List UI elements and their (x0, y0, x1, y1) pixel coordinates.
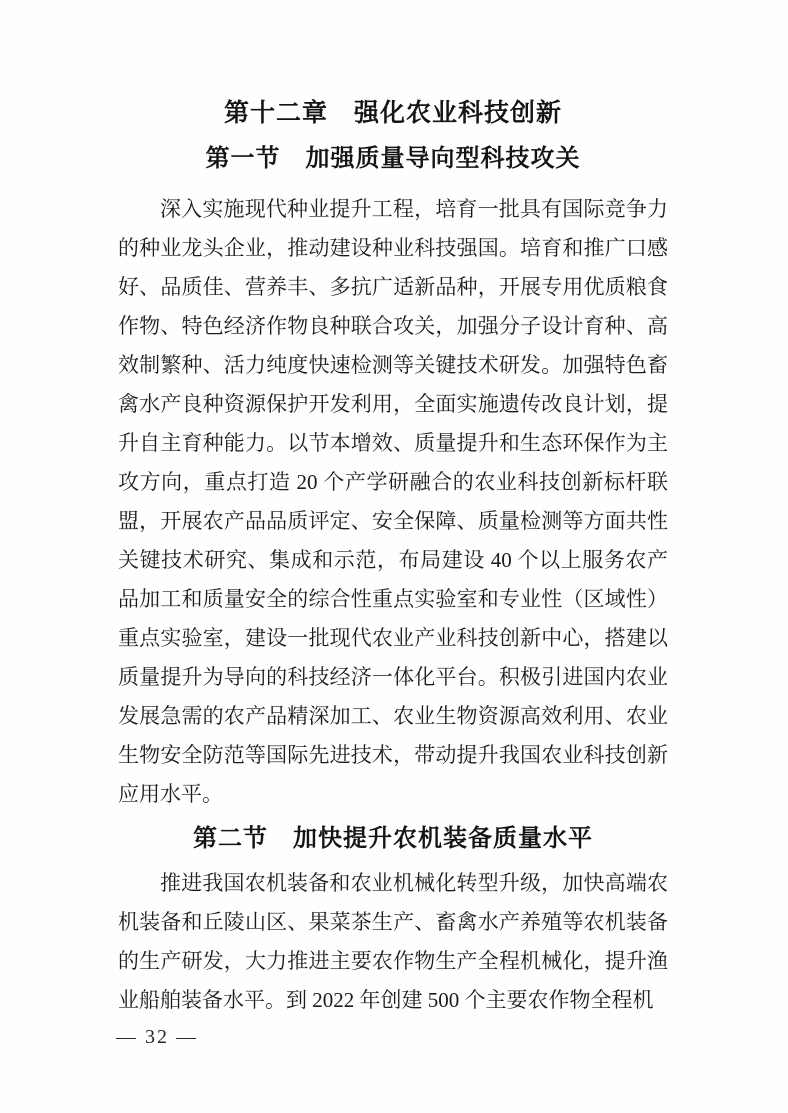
page-number: — 32 — (116, 1026, 198, 1048)
section-2-title: 第二节 加快提升农机装备质量水平 (193, 826, 593, 852)
section-1-paragraph: 深入实施现代种业提升工程，培育一批具有国际竞争力的种业龙头企业，推动建设种业科技强国。培育和推广口感好、品质佳、营养丰、多抗广适新品种，开展专用优质粮食作物、特色经济作物良种联合攻关，加强分子设计育种、高效制繁种、活力纯度快速检测等关键技术研发。加强特色畜禽水产良种资源保护开发利用，全面实施遗传改良计划，提升自主育种能力。以节本增效、质量提升和生态环保作为主攻方向，重点打造 20 个产学研融合的农业科技创新标杆联盟，开展农产品品质评定、安全保障、质量检测等方面共性关键技术研究、集成和示范，布局建设 40 个以上服务农产品加工和质量安全的综合性重点实验室和专业性（区域性）重点实验室，建设一批现代农业产业科技创新中心，搭建以质量提升为导向的科技经济一体化平台。积极引进国内农业发展急需的农产品精深加工、农业生物资源高效利用、农业生物安全防范等国际先进技术，带动提升我国农业科技创新应用水平。 (118, 197, 668, 806)
section-1-title: 第一节 加强质量导向型科技攻关 (205, 146, 581, 172)
chapter-title: 第十二章 强化农业科技创新 (223, 99, 562, 127)
section-2-paragraph: 推进我国农机装备和农业机械化转型升级，加快高端农机装备和丘陵山区、果菜茶生产、畜禽水产养殖等农机装备的生产研发，大力推进主要农作物生产全程机械化，提升渔业船舶装备水平。到 2022 年创建 500 个主要农作物全程机 (118, 871, 668, 1012)
